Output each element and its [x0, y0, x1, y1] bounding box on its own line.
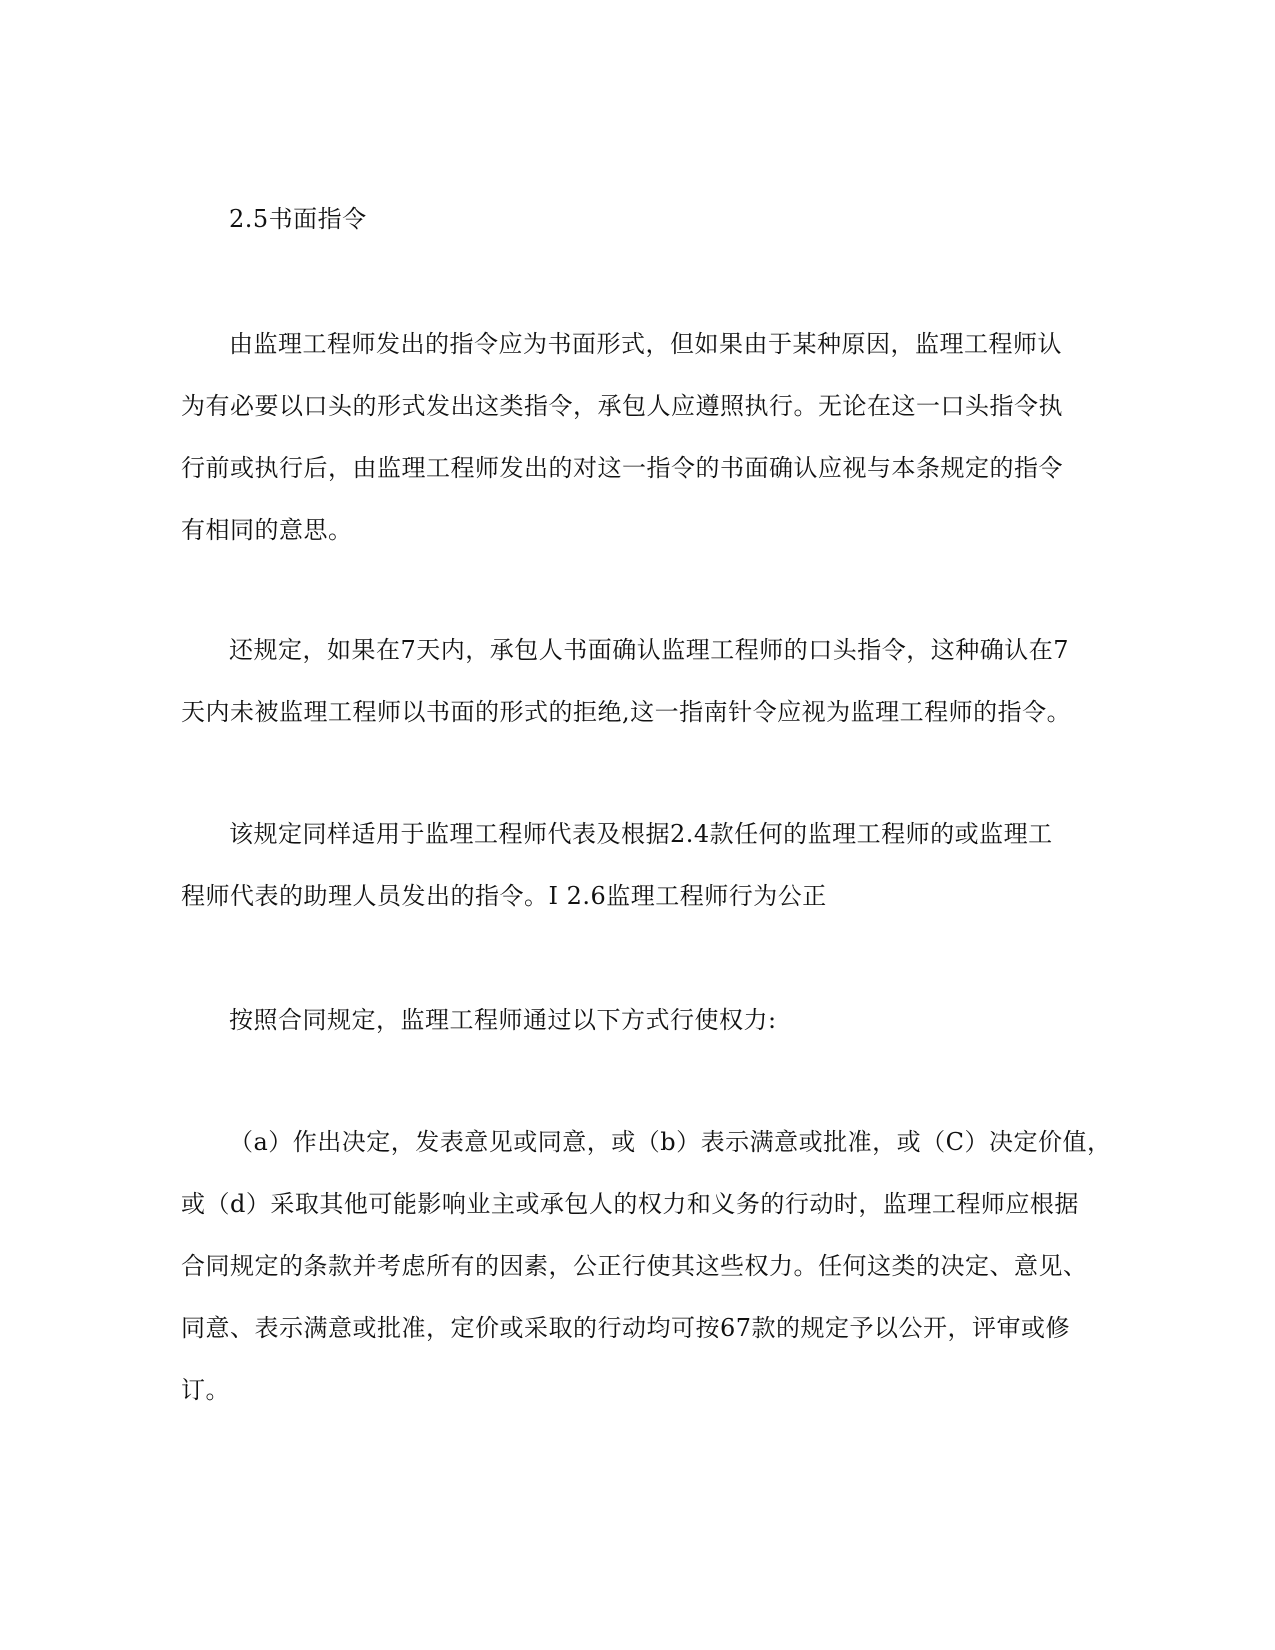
paragraph-line: （a）作出决定，发表意见或同意，或（b）表示满意或批准，或（C）决定价值，	[229, 1128, 1112, 1156]
paragraph-line: 订。	[181, 1376, 230, 1404]
paragraph-line: 有相同的意思。	[181, 516, 353, 544]
section-heading-2-5: 2.5书面指令	[229, 205, 367, 233]
paragraph-line: 该规定同样适用于监理工程师代表及根据2.4款任何的监理工程师的或监理工	[229, 820, 1053, 848]
paragraph-line: 天内未被监理工程师以书面的形式的拒绝,这一指南针令应视为监理工程师的指令。	[181, 698, 1072, 726]
paragraph-line: 按照合同规定，监理工程师通过以下方式行使权力:	[229, 1006, 777, 1034]
paragraph-line: 程师代表的助理人员发出的指令。I 2.6监理工程师行为公正	[181, 882, 827, 910]
paragraph-line: 行前或执行后，由监理工程师发出的对这一指令的书面确认应视与本条规定的指令	[181, 454, 1063, 482]
paragraph-line: 合同规定的条款并考虑所有的因素，公正行使其这些权力。任何这类的决定、意见、	[181, 1252, 1088, 1280]
paragraph-line: 或（d）采取其他可能影响业主或承包人的权力和义务的行动时，监理工程师应根据	[181, 1190, 1079, 1218]
paragraph-line: 由监理工程师发出的指令应为书面形式，但如果由于某种原因，监理工程师认	[229, 330, 1062, 358]
paragraph-line: 还规定，如果在7天内，承包人书面确认监理工程师的口头指令，这种确认在7	[229, 636, 1070, 664]
paragraph-line: 同意、表示满意或批准，定价或采取的行动均可按67款的规定予以公开，评审或修	[181, 1314, 1071, 1342]
paragraph-line: 为有必要以口头的形式发出这类指令，承包人应遵照执行。无论在这一口头指令执	[181, 392, 1063, 420]
